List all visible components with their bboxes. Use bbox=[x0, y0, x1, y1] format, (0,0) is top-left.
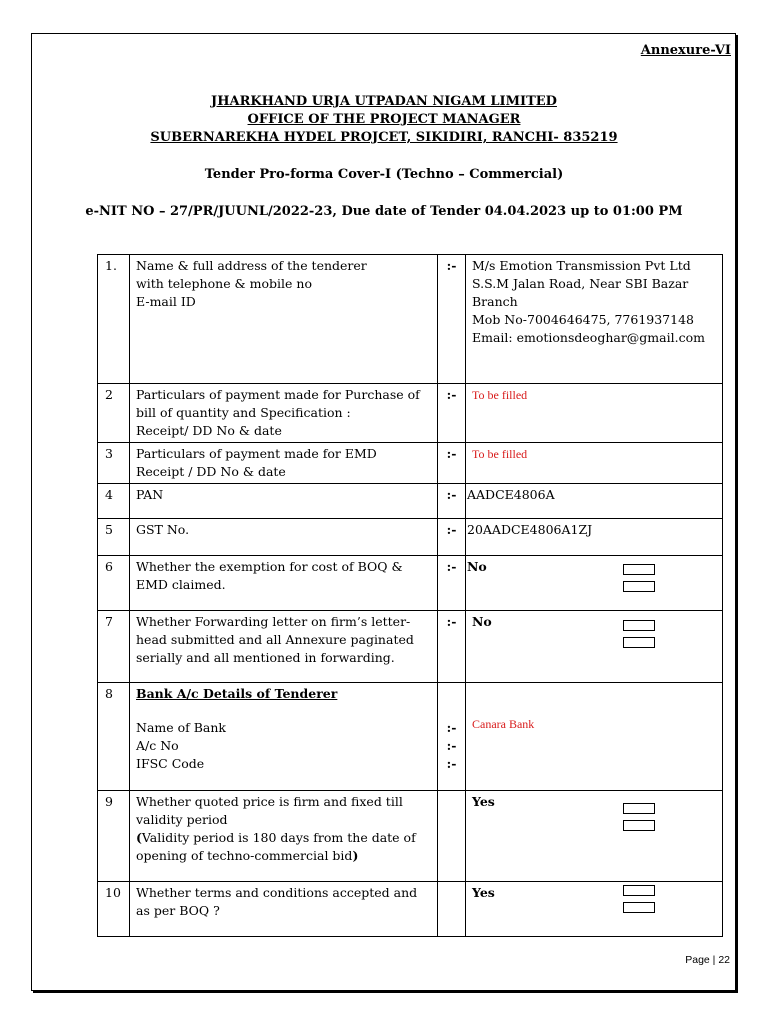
label-line: validity period bbox=[136, 812, 228, 827]
checkbox[interactable] bbox=[623, 620, 655, 631]
row-number: 6 bbox=[98, 556, 130, 611]
row-number: 1. bbox=[98, 255, 130, 384]
label-line: Whether quoted price is firm and fixed till bbox=[136, 794, 403, 809]
row-number: 3 bbox=[98, 443, 130, 484]
row-value bbox=[466, 611, 723, 683]
value-line: Branch bbox=[472, 294, 518, 309]
value-line: S.S.M Jalan Road, Near SBI Bazar bbox=[472, 276, 689, 291]
separator: :- bbox=[438, 384, 466, 443]
separator: :- bbox=[438, 255, 466, 384]
separator: :- bbox=[446, 720, 457, 735]
validity-note: opening of techno-commercial bid bbox=[136, 848, 353, 863]
answer-text: No bbox=[467, 559, 487, 574]
org-name: JHARKHAND URJA UTPADAN NIGAM LIMITED bbox=[211, 94, 557, 109]
label-line: bill of quantity and Specification : bbox=[136, 405, 351, 420]
row-label bbox=[130, 683, 438, 791]
value-line: M/s Emotion Transmission Pvt Ltd bbox=[472, 258, 691, 273]
table-row bbox=[98, 556, 723, 611]
row-value bbox=[466, 683, 723, 791]
answer-text: Yes bbox=[472, 885, 495, 900]
separator: :- bbox=[438, 484, 466, 519]
answer-text: Yes bbox=[472, 794, 495, 809]
table-row bbox=[98, 384, 723, 443]
label-line: with telephone & mobile no bbox=[136, 276, 312, 291]
row-number: 10 bbox=[98, 882, 130, 937]
table-row bbox=[98, 484, 723, 519]
row-value bbox=[466, 882, 723, 937]
separator: :- bbox=[446, 738, 457, 753]
label-line: Receipt / DD No & date bbox=[136, 464, 286, 479]
label-line: Particulars of payment made for Purchase of bbox=[136, 387, 420, 402]
table-row bbox=[98, 882, 723, 937]
label-line: Whether Forwarding letter on firm’s letter- bbox=[136, 614, 411, 629]
label-line: Whether terms and conditions accepted and bbox=[136, 885, 418, 900]
tender-table bbox=[97, 254, 723, 937]
checkbox[interactable] bbox=[623, 564, 655, 575]
enit-line: e-NIT NO – 27/PR/JUUNL/2022-23, Due date of Tender 04.04.2023 up to 01:00 PM bbox=[85, 204, 683, 219]
paren-close: ) bbox=[352, 848, 359, 863]
table-row bbox=[98, 443, 723, 484]
row-number: 7 bbox=[98, 611, 130, 683]
row-number: 5 bbox=[98, 519, 130, 556]
label-line: Name & full address of the tenderer bbox=[136, 258, 367, 273]
page-number: Page | 22 bbox=[685, 954, 730, 966]
row-value bbox=[466, 556, 723, 611]
separator: :- bbox=[446, 756, 457, 771]
value-line: Email: emotionsdeoghar@gmail.com bbox=[472, 330, 705, 345]
table-row bbox=[98, 611, 723, 683]
label-line bbox=[136, 829, 431, 847]
separator-group bbox=[438, 683, 466, 791]
row-label bbox=[130, 384, 438, 443]
answer-text: No bbox=[472, 614, 492, 629]
label-line: A/c No bbox=[136, 738, 179, 753]
office-name: OFFICE OF THE PROJECT MANAGER bbox=[247, 112, 521, 127]
row-value bbox=[466, 255, 723, 384]
label-line: IFSC Code bbox=[136, 756, 205, 771]
separator: :- bbox=[438, 611, 466, 683]
checkbox[interactable] bbox=[623, 581, 655, 592]
label-line: Whether the exemption for cost of BOQ & bbox=[136, 559, 403, 574]
bank-details-title: Bank A/c Details of Tenderer bbox=[136, 686, 338, 701]
checkbox[interactable] bbox=[623, 885, 655, 896]
label-line: serially and all mentioned in forwarding. bbox=[136, 650, 395, 665]
row-value bbox=[466, 384, 723, 443]
checkbox[interactable] bbox=[623, 820, 655, 831]
separator: :- bbox=[438, 519, 466, 556]
row-label bbox=[130, 882, 438, 937]
row-label bbox=[130, 255, 438, 384]
separator: :- bbox=[438, 556, 466, 611]
table-row bbox=[98, 519, 723, 556]
table-row bbox=[98, 683, 723, 791]
to-be-filled-note: To be filled bbox=[472, 388, 528, 402]
annexure-label: Annexure-VI bbox=[640, 43, 731, 58]
separator: :- bbox=[438, 443, 466, 484]
to-be-filled-note: To be filled bbox=[472, 447, 528, 461]
row-label: GST No. bbox=[130, 519, 438, 556]
row-number: 4 bbox=[98, 484, 130, 519]
label-line: Particulars of payment made for EMD bbox=[136, 446, 377, 461]
gst-value: 20AADCE4806A1ZJ bbox=[466, 519, 723, 556]
row-label bbox=[130, 556, 438, 611]
row-number: 9 bbox=[98, 791, 130, 882]
table-row bbox=[98, 791, 723, 882]
row-number: 8 bbox=[98, 683, 130, 791]
checkbox[interactable] bbox=[623, 637, 655, 648]
row-label: PAN bbox=[130, 484, 438, 519]
row-value bbox=[466, 791, 723, 882]
label-line: as per BOQ ? bbox=[136, 903, 220, 918]
label-line: E-mail ID bbox=[136, 294, 196, 309]
row-label bbox=[130, 791, 438, 882]
label-line bbox=[136, 847, 431, 865]
row-number: 2 bbox=[98, 384, 130, 443]
label-line: Name of Bank bbox=[136, 720, 227, 735]
row-label bbox=[130, 443, 438, 484]
label-line: EMD claimed. bbox=[136, 577, 226, 592]
value-line: Mob No-7004646475, 7761937148 bbox=[472, 312, 694, 327]
paren-open: ( bbox=[136, 830, 142, 845]
project-name: SUBERNAREKHA HYDEL PROJCET, SIKIDIRI, RANCHI- 835219 bbox=[150, 130, 618, 145]
proforma-title: Tender Pro-forma Cover-I (Techno – Commercial) bbox=[204, 167, 564, 182]
validity-note: Validity period is 180 days from the date of bbox=[141, 830, 416, 845]
pan-value: AADCE4806A bbox=[466, 484, 723, 519]
table-row bbox=[98, 255, 723, 384]
bank-name-value: Canara Bank bbox=[472, 717, 535, 731]
label-line: Receipt/ DD No & date bbox=[136, 423, 282, 438]
checkbox[interactable] bbox=[623, 902, 655, 913]
label-line: head submitted and all Annexure paginated bbox=[136, 632, 414, 647]
row-value bbox=[466, 443, 723, 484]
row-label bbox=[130, 611, 438, 683]
checkbox[interactable] bbox=[623, 803, 655, 814]
